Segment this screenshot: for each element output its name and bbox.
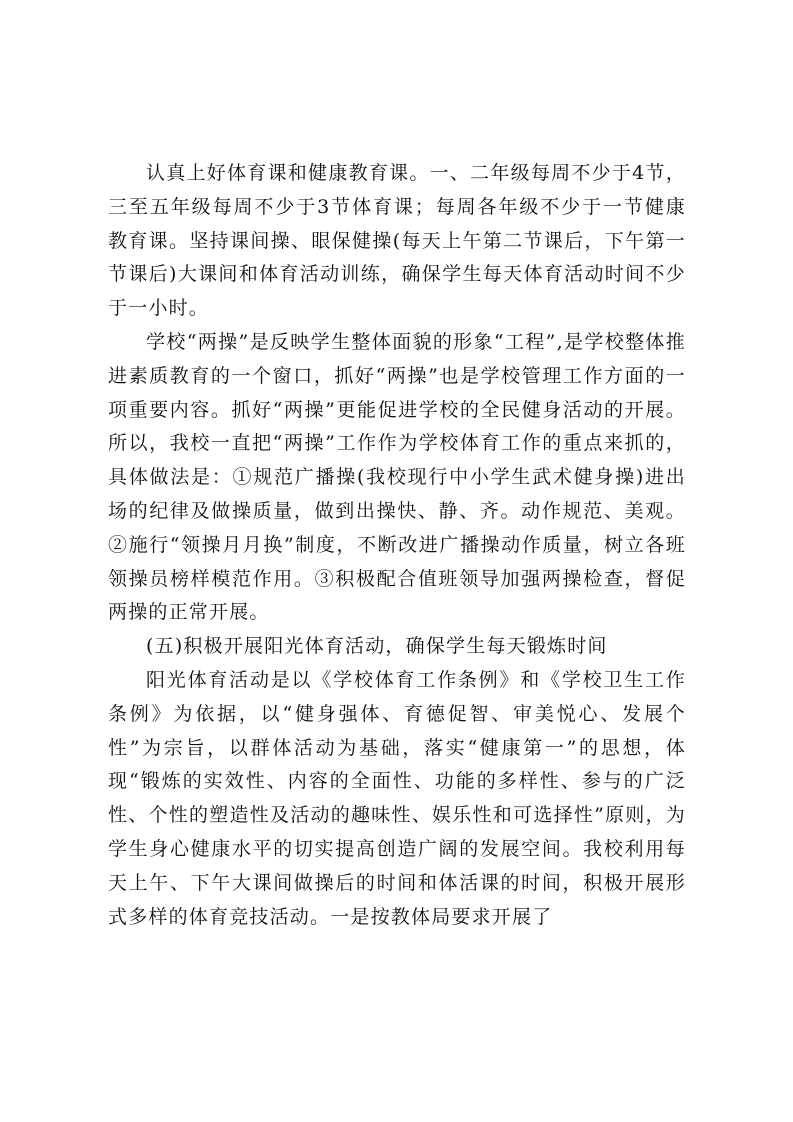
paragraph-pe-classes: 认真上好体育课和健康教育课。一、二年级每周不少于4节，三至五年级每周不少于3节体育课；每周各年级不少于一节健康教育课。坚持课间操、眼保健操(每天上午第二节课后，下午第一节课后)大课间和体育活动训练，确保学生每天体育活动时间不少于一小时。: [108, 162, 686, 320]
paragraph-two-exercises: 学校“两操”是反映学生整体面貌的形象“工程”,是学校整体推进素质教育的一个窗口，抓好“两操”也是学校管理工作方面的一项重要内容。抓好“两操”更能促进学校的全民健身活动的开展。所以，我校一直把“两操”工作作为学校体育工作的重点来抓的，具体做法是：①规范广播操(我校现行中小学生武术健身操)进出场的纪律及做操质量，做到出操快、静、齐。动作规范、美观。②施行“领操月月换”制度，不断改进广播操动作质量，树立各班领操员榜样模范作用。③积极配合值班领导加强两操检查，督促两操的正常开展。: [108, 330, 686, 624]
document-body: [108, 157, 686, 934]
section-heading-sunshine-sports: (五)积极开展阳光体育活动，确保学生每天锻炼时间: [146, 635, 608, 658]
paragraph-sunshine-sports: 阳光体育活动是以《学校体育工作条例》和《学校卫生工作条例》为依据，以“健身强体、育德促智、审美悦心、发展个性”为宗旨，以群体活动为基础，落实“健康第一”的思想，体现“锻炼的实效性、内容的全面性、功能的多样性、参与的广泛性、个性的塑造性及活动的趣味性、娱乐性和可选择性”原则，为学生身心健康水平的切实提高创造广阔的发展空间。我校利用每天上午、下午大课间做操后的时间和体活课的时间，积极开展形式多样的体育竞技活动。一是按教体局要求开展了: [108, 668, 686, 928]
